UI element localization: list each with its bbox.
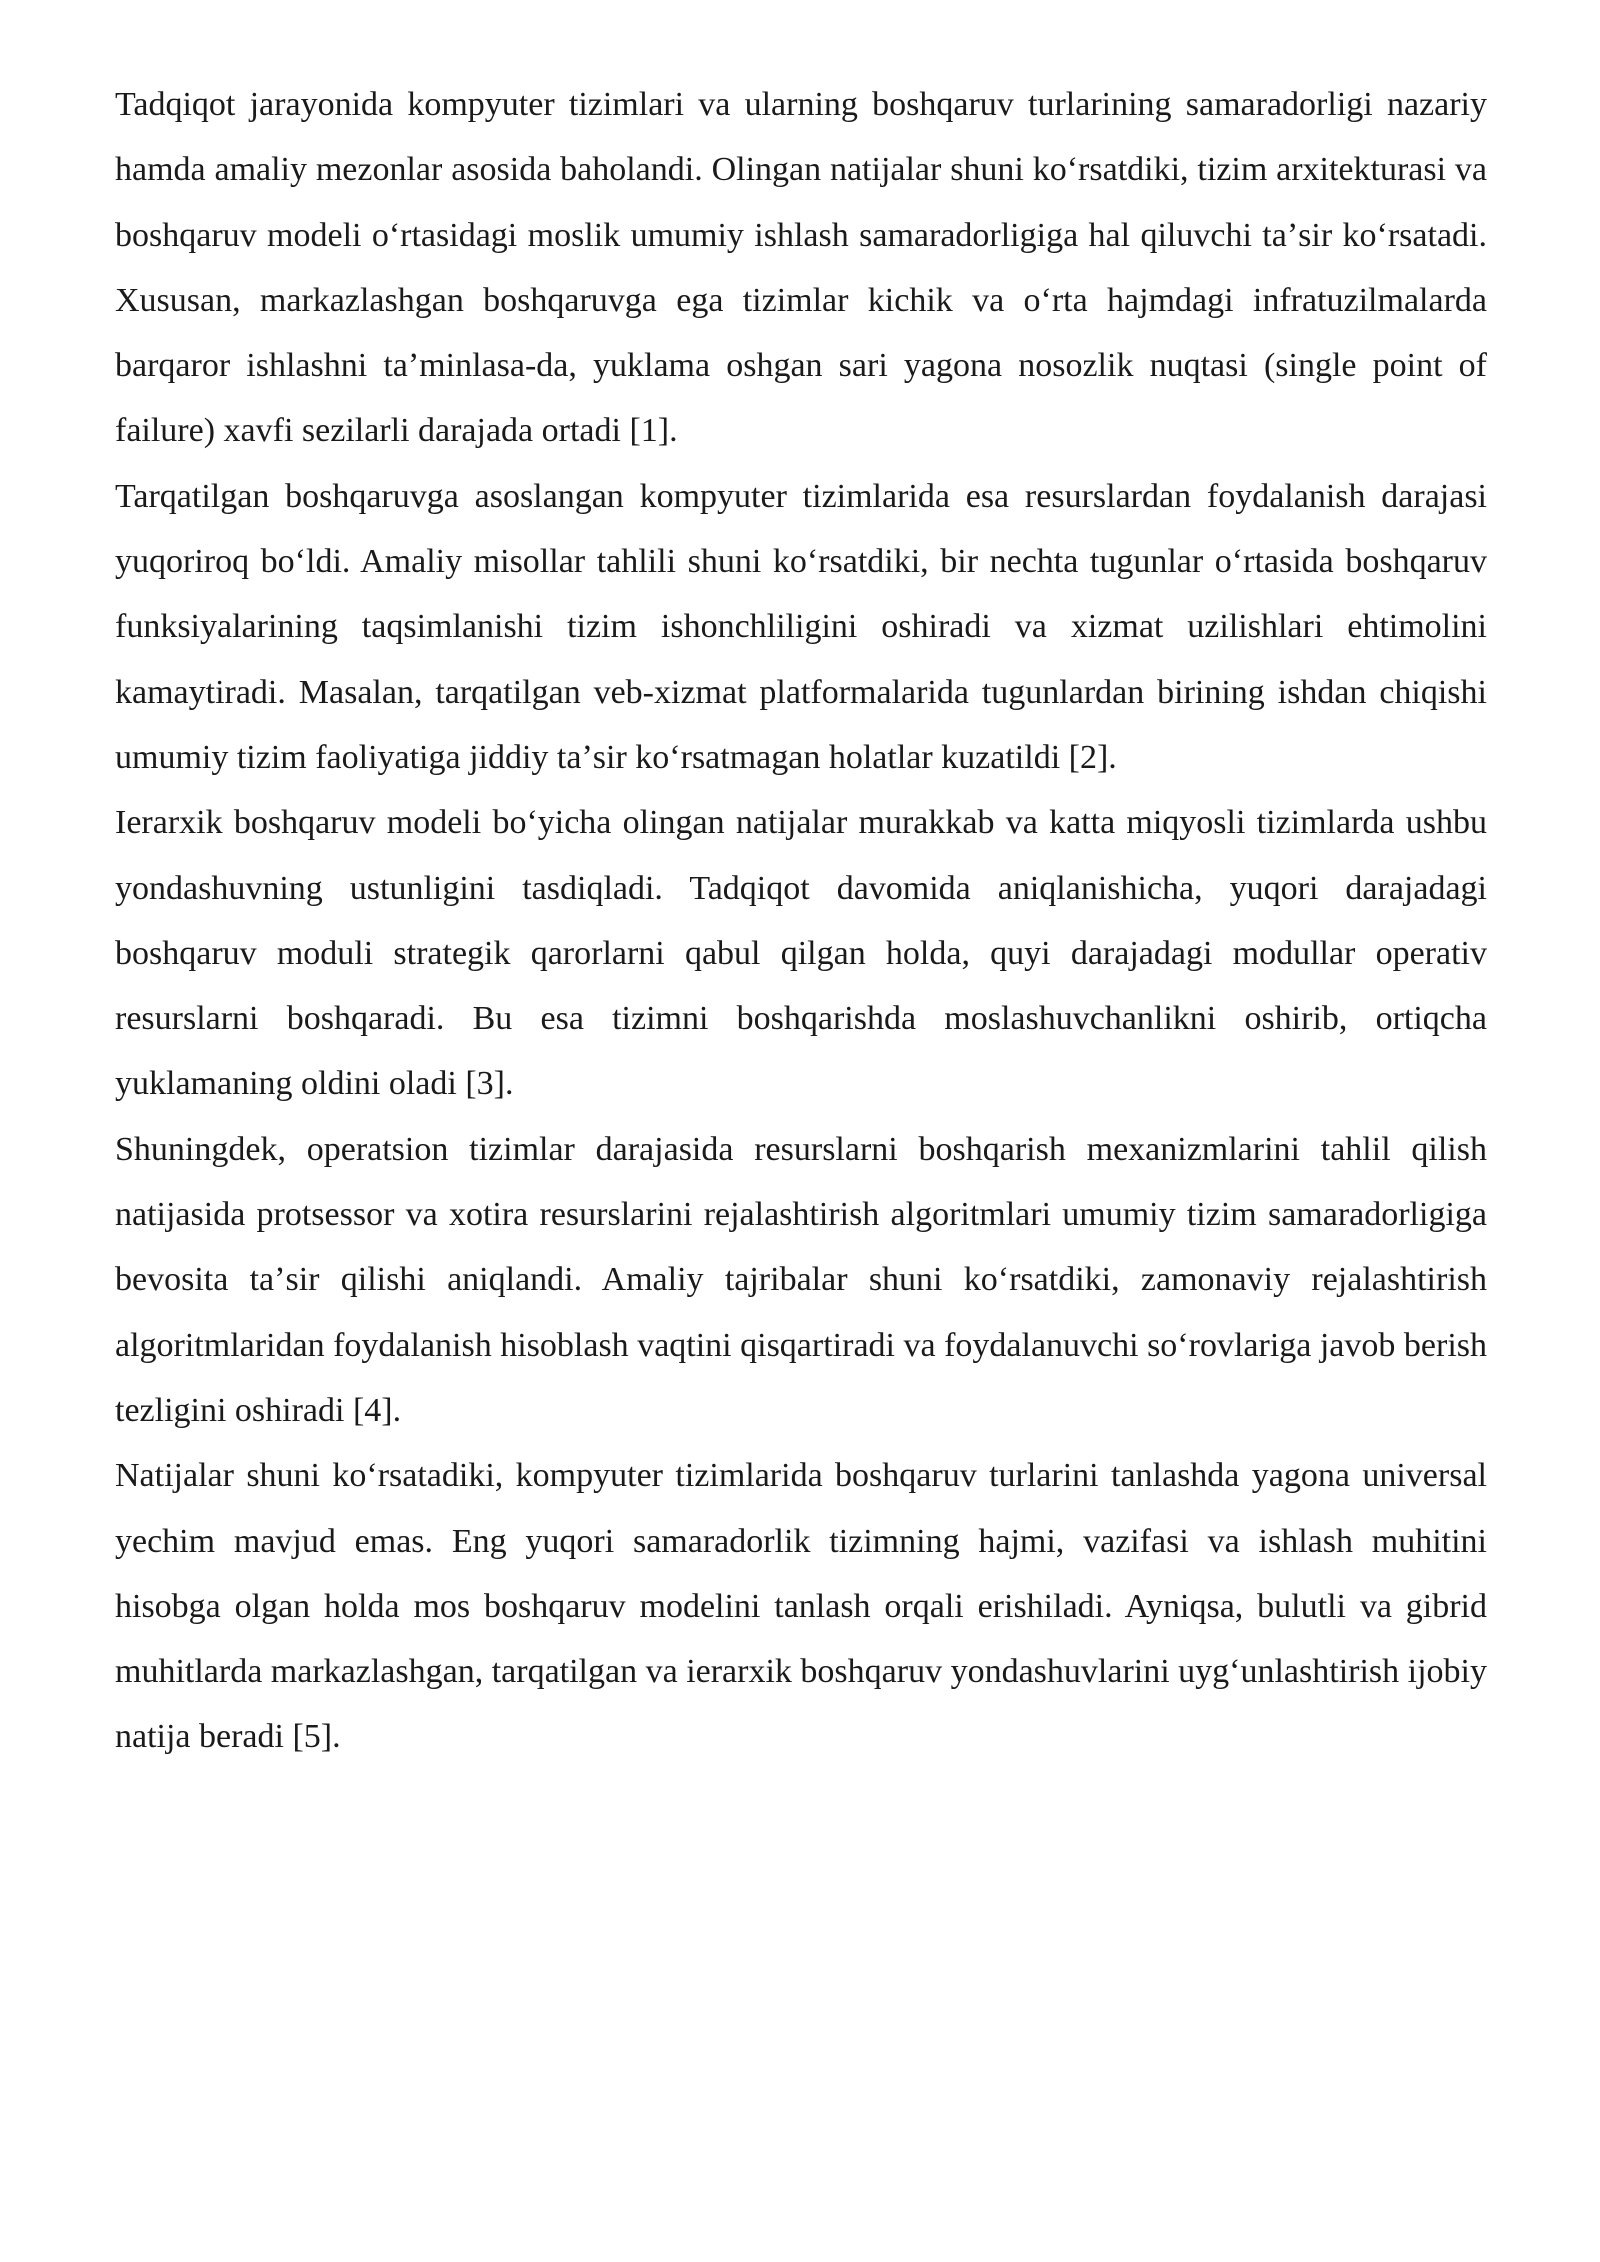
- paragraph-4: Shuningdek, operatsion tizimlar darajasida resurslarni boshqarish mexanizmlarini tahlil qilish natijasida protsessor va xotira resurslarini rejalashtirish algoritmlari umumiy tizim samaradorligiga bevosita taʼsir qilishi aniqlandi. Amaliy tajribalar shuni koʻrsatdiki, zamonaviy rejalashtirish algoritmlaridan foydalanish hisoblash vaqtini qisqartiradi va foydalanuvchi soʻrovlariga javob berish tezligini oshiradi [4].: [115, 1130, 1487, 1429]
- paragraph-2: Tarqatilgan boshqaruvga asoslangan kompyuter tizimlarida esa resurslardan foydalanish darajasi yuqoriroq boʻldi. Amaliy misollar tahlili shuni koʻrsatdiki, bir nechta tugunlar oʻrtasida boshqaruv funksiyalarining taqsimlanishi tizim ishonchliligini oshiradi va xizmat uzilishlari ehtimolini kamaytiradi. Masalan, tarqatilgan veb-xizmat platformalarida tugunlardan birining ishdan chiqishi umumiy tizim faoliyatiga jiddiy taʼsir koʻrsatmagan holatlar kuzatildi [2].: [115, 477, 1487, 776]
- paragraph-1: Tadqiqot jarayonida kompyuter tizimlari va ularning boshqaruv turlarining samaradorligi nazariy hamda amaliy mezonlar asosida baholandi. Olingan natijalar shuni koʻrsatdiki, tizim arxitekturasi va boshqaruv modeli oʻrtasidagi moslik umumiy ishlash samaradorligiga hal qiluvchi taʼsir koʻrsatadi. Xususan, markazlashgan boshqaruvga ega tizimlar kichik va oʻrta hajmdagi infratuzilmalarda barqaror ishlashni taʼminlasa-da, yuklama oshgan sari yagona nosozlik nuqtasi (single point of failure) xavfi sezilarli darajada ortadi [1].: [115, 86, 1487, 450]
- paragraph-5: Natijalar shuni koʻrsatadiki, kompyuter tizimlarida boshqaruv turlarini tanlashda yagona universal yechim mavjud emas. Eng yuqori samaradorlik tizimning hajmi, vazifasi va ishlash muhitini hisobga olgan holda mos boshqaruv modelini tanlash orqali erishiladi. Ayniqsa, bulutli va gibrid muhitlarda markazlashgan, tarqatilgan va ierarxik boshqaruv yondashuvlarini uygʻunlashtirish ijobiy natija beradi [5].: [115, 1457, 1487, 1756]
- document-body: [115, 72, 1487, 1770]
- paragraph-3: Ierarxik boshqaruv modeli boʻyicha olingan natijalar murakkab va katta miqyosli tizimlarda ushbu yondashuvning ustunligini tasdiqladi. Tadqiqot davomida aniqlanishicha, yuqori darajadagi boshqaruv moduli strategik qarorlarni qabul qilgan holda, quyi darajadagi modullar operativ resurslarni boshqaradi. Bu esa tizimni boshqarishda moslashuvchanlikni oshirib, ortiqcha yuklamaning oldini oladi [3].: [115, 804, 1487, 1103]
